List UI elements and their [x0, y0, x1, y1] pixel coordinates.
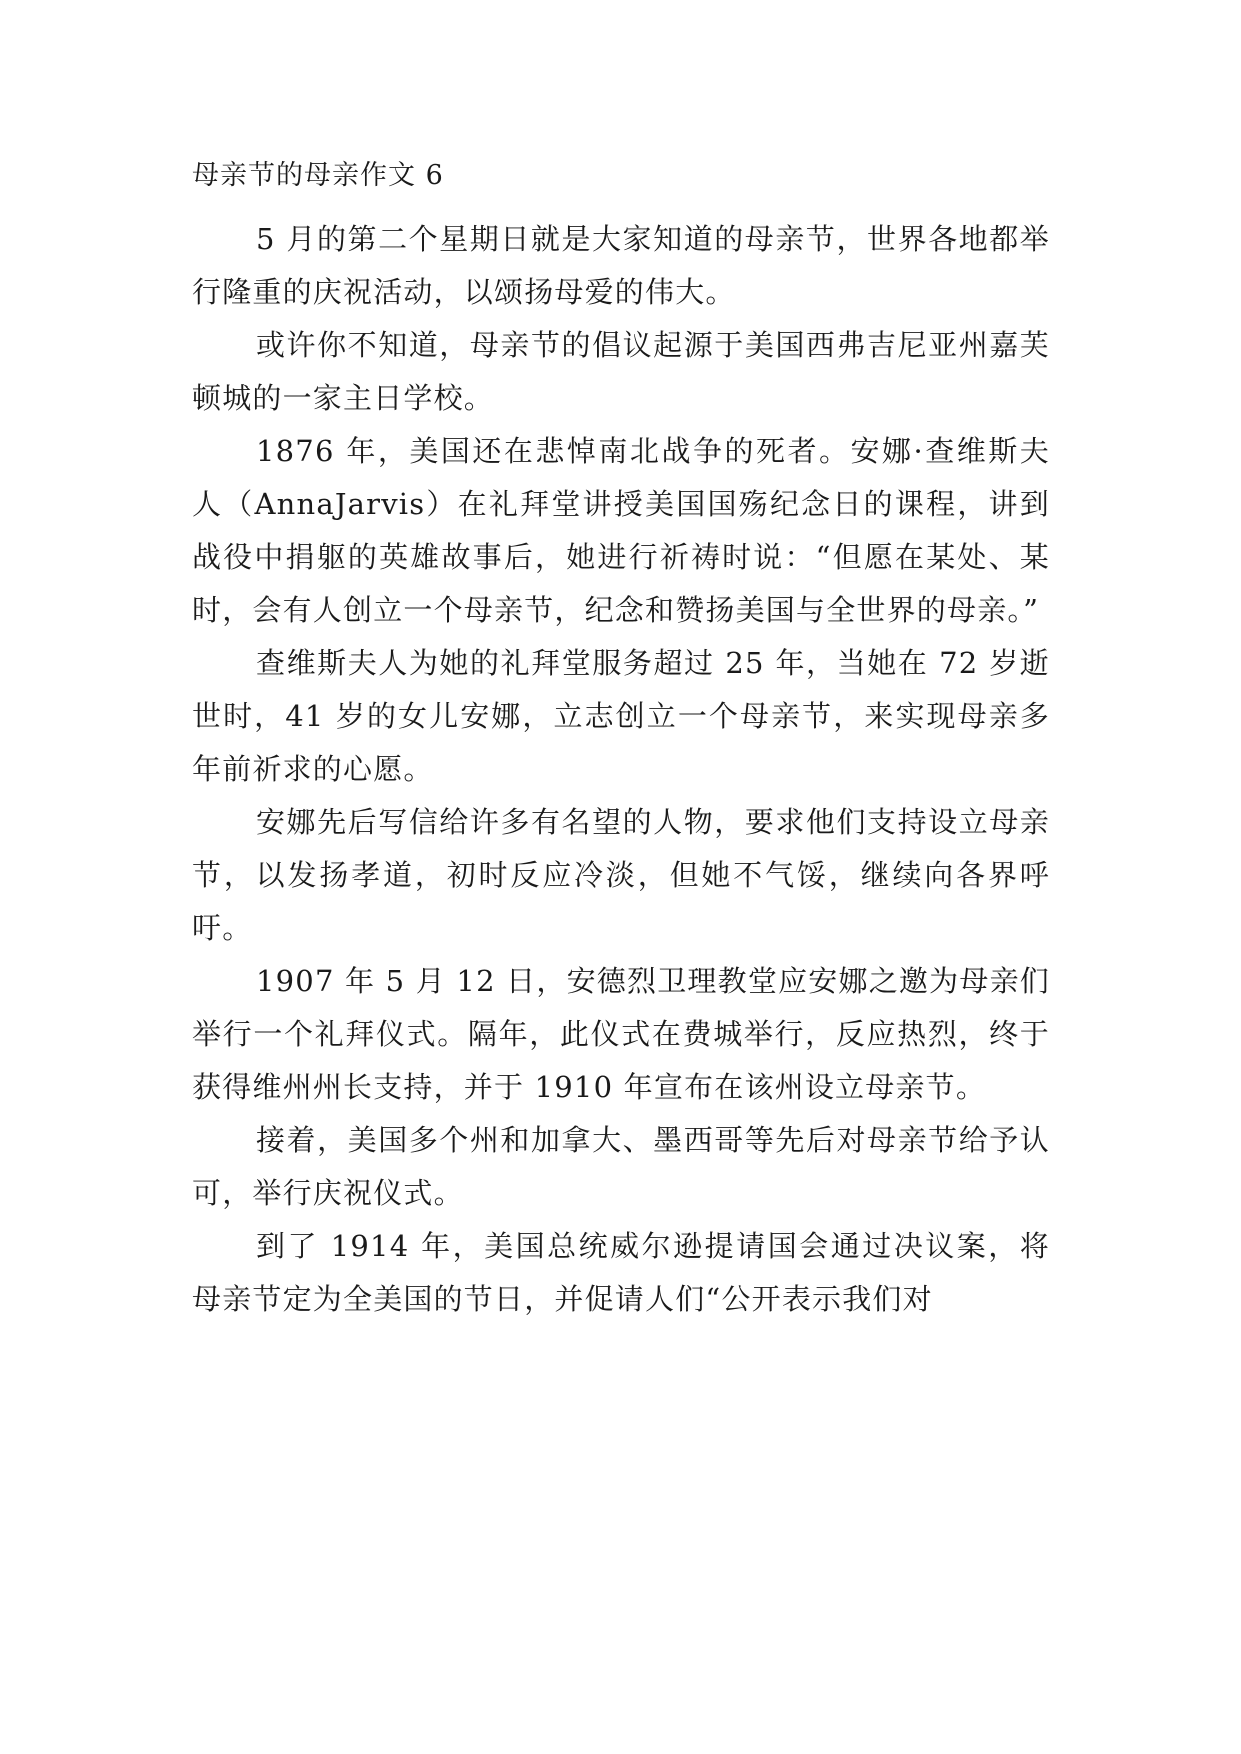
paragraph-5: 安娜先后写信给许多有名望的人物，要求他们支持设立母亲节，以发扬孝道，初时反应冷淡，但她不气馁，继续向各界呼吁。	[192, 805, 1050, 945]
paragraph-2: 或许你不知道，母亲节的倡议起源于美国西弗吉尼亚州嘉芙顿城的一家主日学校。	[192, 328, 1050, 415]
paragraph-4: 查维斯夫人为她的礼拜堂服务超过 25 年，当她在 72 岁逝世时，41 岁的女儿安娜，立志创立一个母亲节，来实现母亲多年前祈求的心愿。	[192, 646, 1050, 786]
paragraph-7: 接着，美国多个州和加拿大、墨西哥等先后对母亲节给予认可，举行庆祝仪式。	[192, 1123, 1050, 1210]
paragraph-8: 到了 1914 年，美国总统威尔逊提请国会通过决议案，将母亲节定为全美国的节日，并促请人们“公开表示我们对	[192, 1229, 1050, 1316]
document-page	[192, 160, 1050, 1326]
document-title: 母亲节的母亲作文 6	[192, 160, 444, 191]
paragraph-6: 1907 年 5 月 12 日，安德烈卫理教堂应安娜之邀为母亲们举行一个礼拜仪式。隔年，此仪式在费城举行，反应热烈，终于获得维州州长支持，并于 1910 年宣布在该州设立母亲节。	[192, 964, 1050, 1104]
paragraph-1: 5 月的第二个星期日就是大家知道的母亲节，世界各地都举行隆重的庆祝活动，以颂扬母爱的伟大。	[192, 222, 1050, 309]
paragraph-3: 1876 年，美国还在悲悼南北战争的死者。安娜·查维斯夫人（AnnaJarvis）在礼拜堂讲授美国国殇纪念日的课程，讲到战役中捐躯的英雄故事后，她进行祈祷时说：“但愿在某处、某时，会有人创立一个母亲节，纪念和赞扬美国与全世界的母亲。”	[192, 434, 1050, 627]
